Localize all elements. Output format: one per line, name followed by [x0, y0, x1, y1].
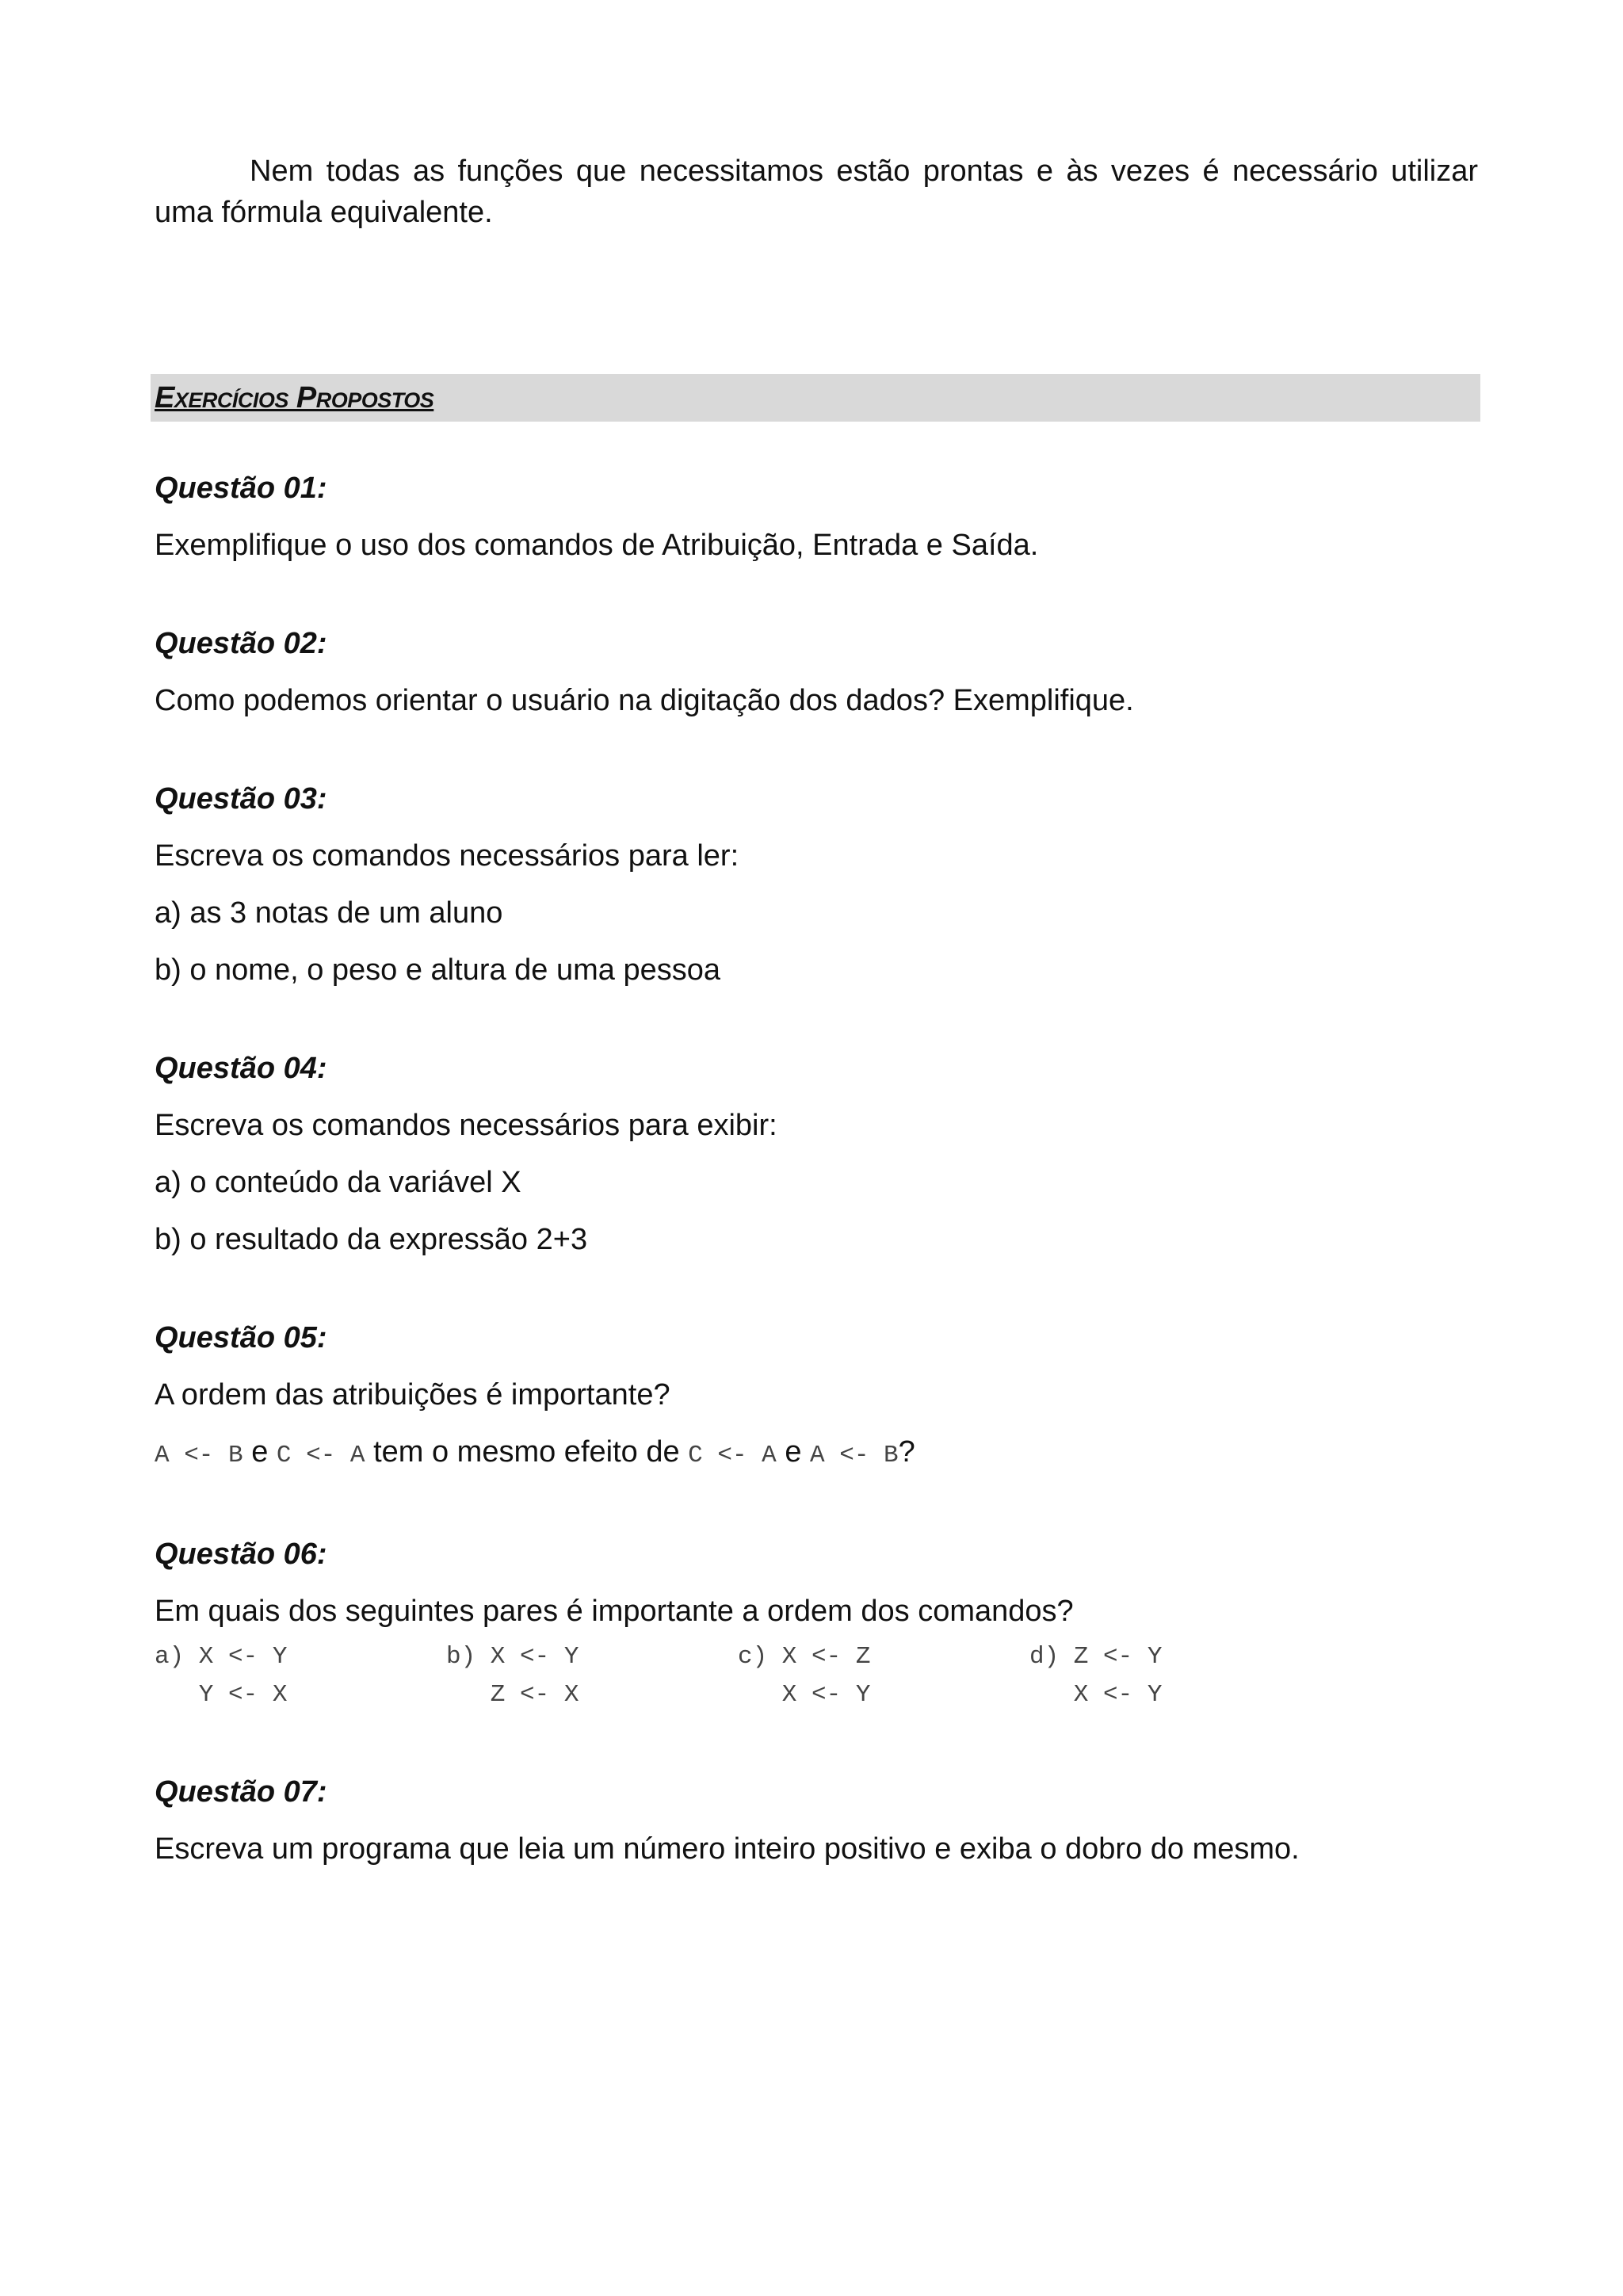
- pair-line: d) Z <- Y: [1029, 1643, 1163, 1671]
- question-text: Exemplifique o uso dos comandos de Atribuição, Entrada e Saída.: [155, 529, 1039, 562]
- question-05: [155, 1317, 1478, 1477]
- question-02: [155, 623, 1478, 721]
- question-item-a: a) o conteúdo da variável X: [155, 1166, 521, 1199]
- pair-line: X <- Y: [738, 1681, 871, 1709]
- code-snippet: A <- B: [155, 1442, 243, 1469]
- question-title: Questão 06:: [155, 1538, 327, 1571]
- pair-d: [1029, 1638, 1321, 1714]
- question-text: Em quais dos seguintes pares é importante a ordem dos comandos?: [155, 1595, 1074, 1628]
- pair-line: Z <- X: [446, 1681, 579, 1709]
- pair-b: [446, 1638, 738, 1714]
- question-text: Escreva os comandos necessários para ler:: [155, 839, 739, 873]
- question-code-line: [155, 1431, 1478, 1477]
- question-title: Questão 02:: [155, 627, 327, 660]
- pair-a: [155, 1638, 446, 1714]
- conjunction: e: [785, 1435, 802, 1469]
- pair-line: b) X <- Y: [446, 1643, 579, 1671]
- command-pairs: [155, 1638, 1478, 1714]
- question-item-a: a) as 3 notas de um aluno: [155, 896, 503, 930]
- question-06: [155, 1534, 1478, 1714]
- connector-text: tem o mesmo efeito de: [373, 1435, 680, 1469]
- pair-line: Y <- X: [155, 1681, 288, 1709]
- section-title: Exercícios Propostos: [155, 380, 434, 415]
- pair-line: c) X <- Z: [738, 1643, 871, 1671]
- question-03: [155, 778, 1478, 991]
- section-header-bar: [151, 374, 1480, 422]
- question-07: [155, 1771, 1478, 1870]
- pair-line: X <- Y: [1029, 1681, 1163, 1709]
- pair-c: [738, 1638, 1029, 1714]
- pair-line: a) X <- Y: [155, 1643, 288, 1671]
- question-title: Questão 03:: [155, 782, 327, 816]
- intro-paragraph: Nem todas as funções que necessitamos estão prontas e às vezes é necessário utilizar uma fórmula equivalente.: [155, 155, 1478, 229]
- question-01: [155, 468, 1478, 566]
- question-mark: ?: [898, 1435, 915, 1469]
- question-title: Questão 05:: [155, 1321, 327, 1354]
- question-text: Como podemos orientar o usuário na digitação dos dados? Exemplifique.: [155, 684, 1134, 717]
- question-text: A ordem das atribuições é importante?: [155, 1378, 670, 1412]
- question-04: [155, 1048, 1478, 1260]
- document-page: [155, 151, 1478, 1870]
- question-item-b: b) o nome, o peso e altura de uma pessoa: [155, 953, 721, 987]
- conjunction: e: [251, 1435, 269, 1469]
- question-title: Questão 01:: [155, 472, 327, 505]
- question-title: Questão 07:: [155, 1775, 327, 1809]
- question-text: Escreva um programa que leia um número inteiro positivo e exiba o dobro do mesmo.: [155, 1832, 1300, 1866]
- code-snippet: A <- B: [810, 1442, 899, 1469]
- code-snippet: C <- A: [276, 1442, 365, 1469]
- question-title: Questão 04:: [155, 1052, 327, 1085]
- code-snippet: C <- A: [688, 1442, 777, 1469]
- question-text: Escreva os comandos necessários para exibir:: [155, 1109, 777, 1142]
- question-item-b: b) o resultado da expressão 2+3: [155, 1223, 588, 1256]
